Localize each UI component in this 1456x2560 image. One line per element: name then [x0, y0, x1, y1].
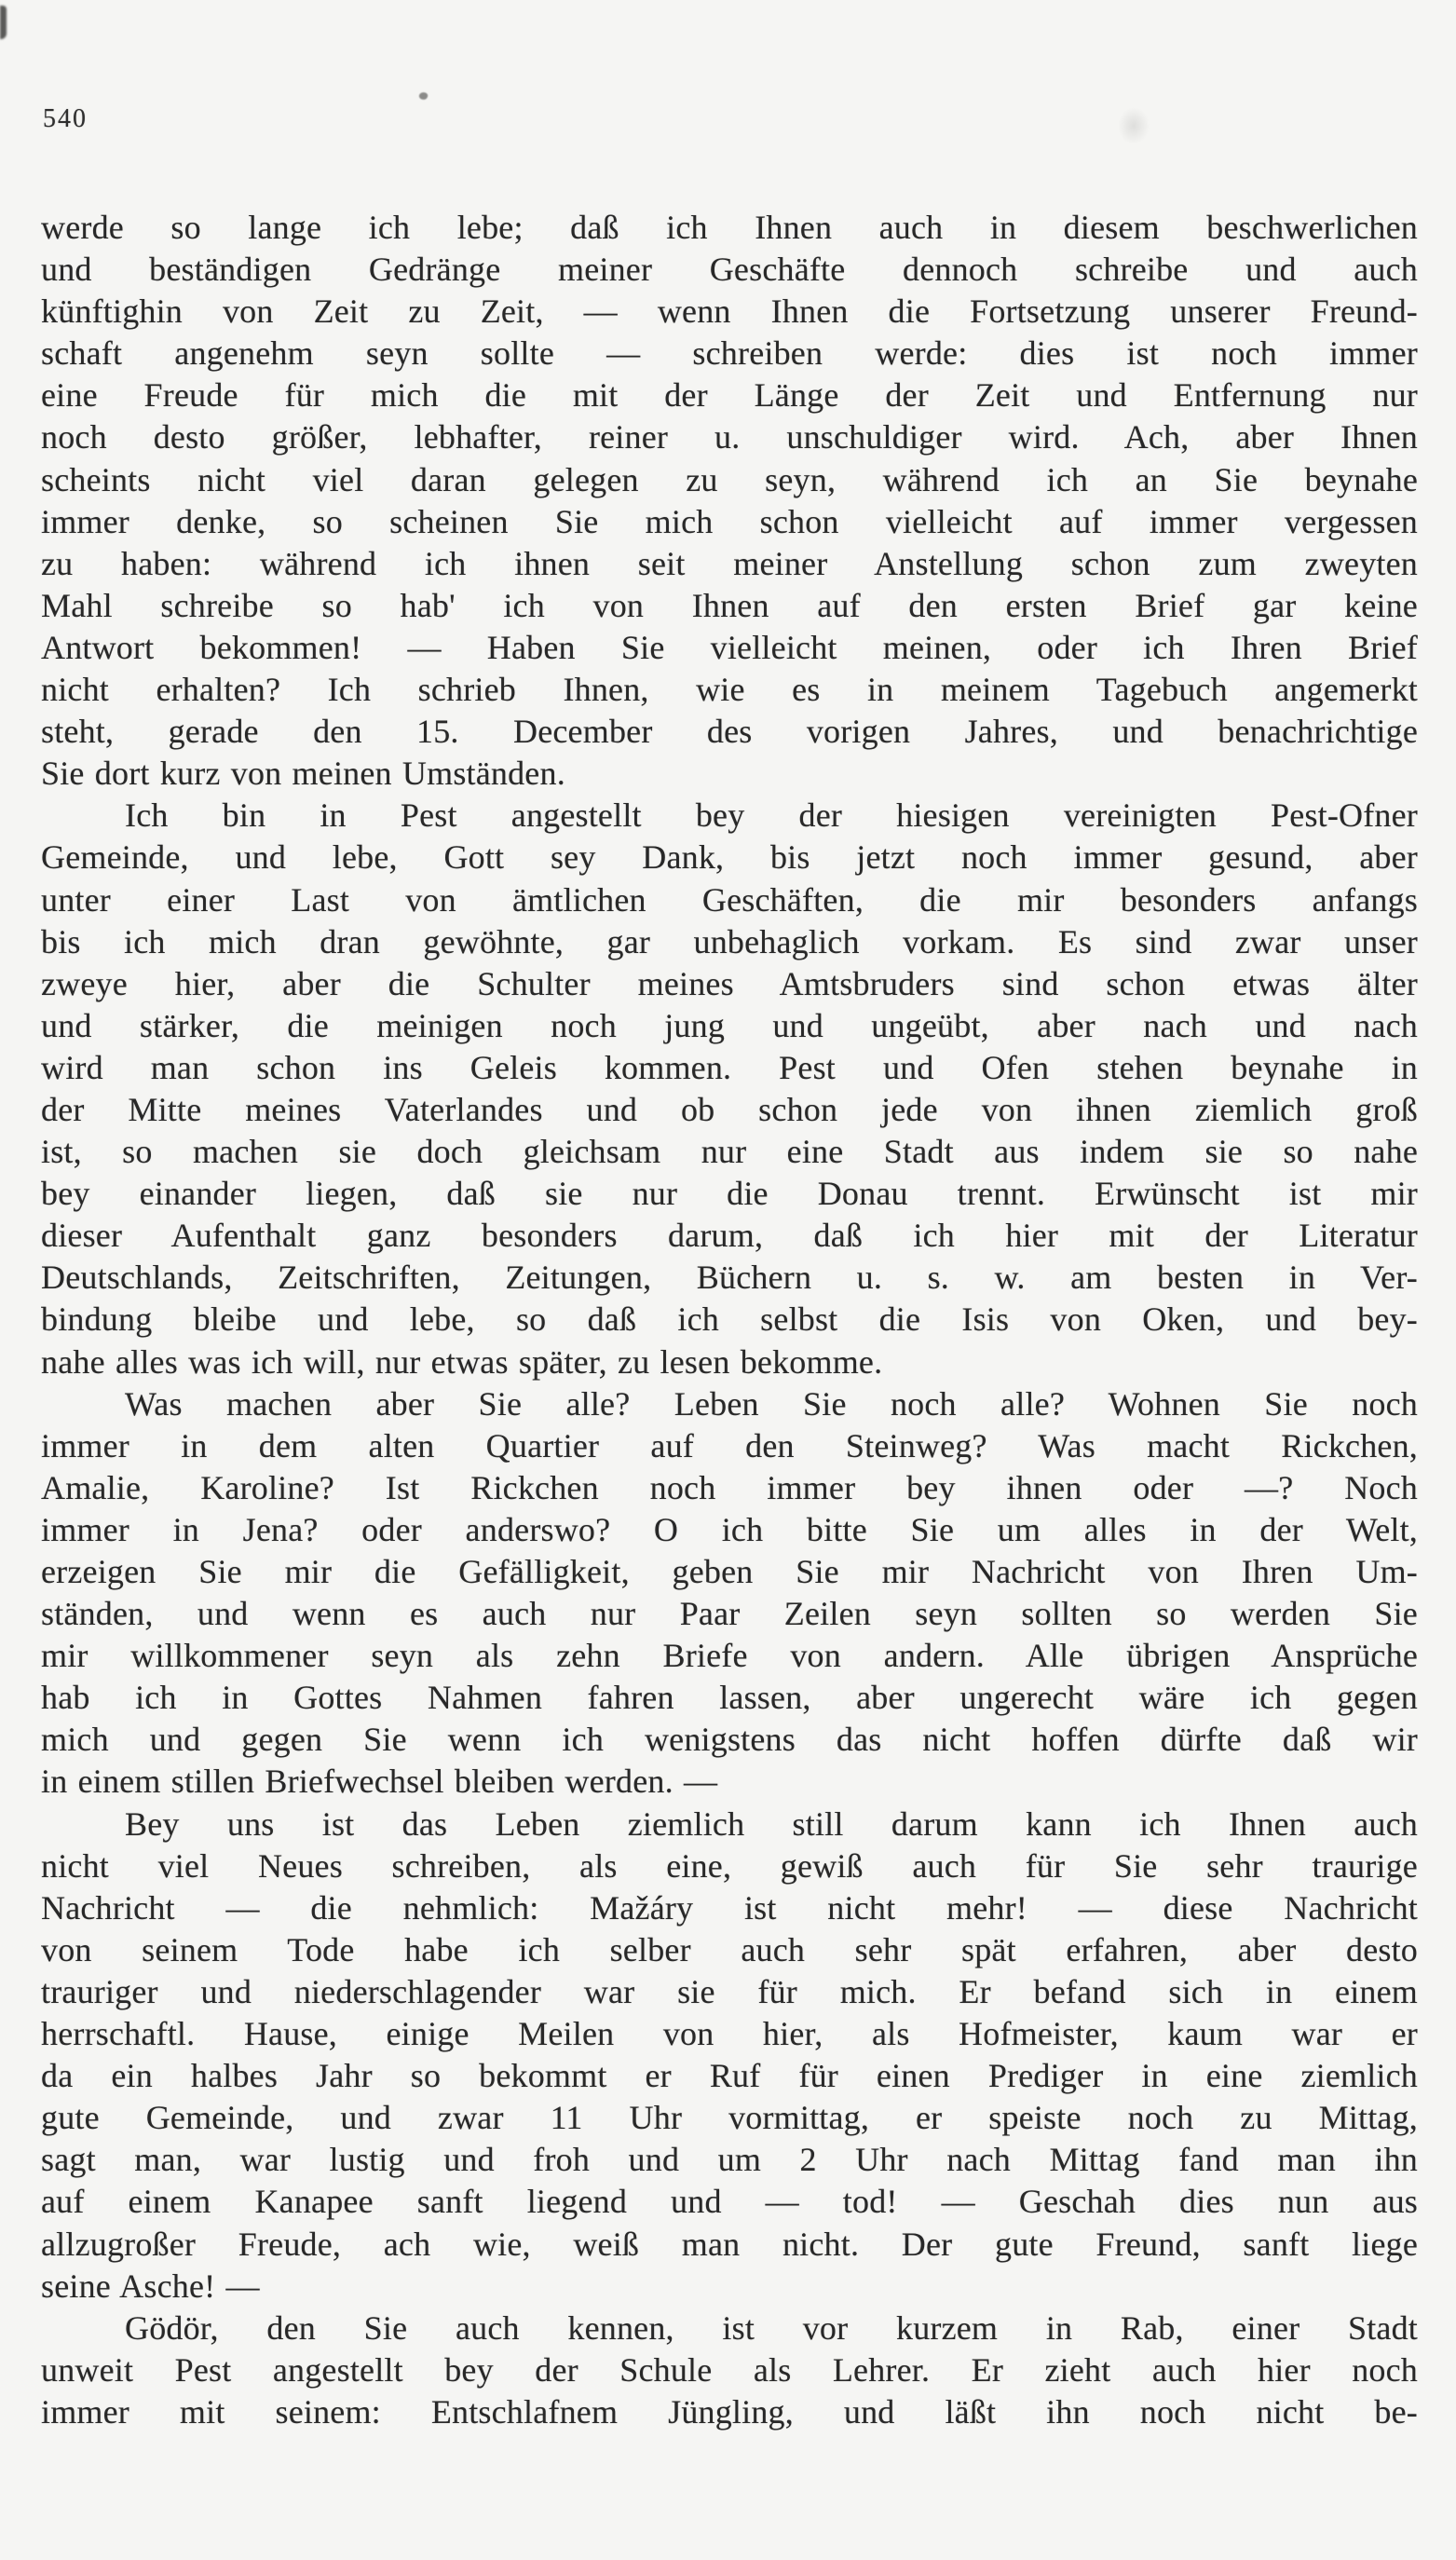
- text-line: immer in Jena? oder anderswo? O ich bitte Sie um alles in der Welt,: [41, 1510, 1418, 1548]
- text-line: bis ich mich dran gewöhnte, gar unbehaglich vorkam. Es sind zwar unser: [41, 922, 1418, 960]
- text-line: Bey uns ist das Leben ziemlich still darum kann ich Ihnen auch: [125, 1804, 1418, 1843]
- text-line: bindung bleibe und lebe, so daß ich selbst die Isis von Oken, und bey-: [41, 1300, 1418, 1339]
- text-line: seine Asche! —: [41, 2267, 260, 2305]
- text-line: mich und gegen Sie wenn ich wenigstens das nicht hoffen dürfte daß wir: [41, 1721, 1418, 1759]
- page-number: 540: [43, 104, 88, 133]
- text-line: von seinem Tode habe ich selber auch sehr spät erfahren, aber desto: [41, 1930, 1418, 1968]
- text-line: Gemeinde, und lebe, Gott sey Dank, bis jetzt noch immer gesund, aber: [41, 838, 1418, 877]
- text-line: bey einander liegen, daß sie nur die Donau trennt. Erwünscht ist mir: [41, 1175, 1418, 1213]
- text-line: dieser Aufenthalt ganz besonders darum, daß ich hier mit der Literatur: [41, 1217, 1418, 1255]
- scan-corner-artifact: [0, 6, 7, 39]
- scan-smudge: [1118, 107, 1150, 144]
- text-line: allzugroßer Freude, ach wie, weiß man nicht. Der gute Freund, sanft liege: [41, 2225, 1418, 2263]
- text-line: immer in dem alten Quartier auf den Steinweg? Was macht Rickchen,: [41, 1426, 1418, 1464]
- text-line: Amalie, Karoline? Ist Rickchen noch immer bey ihnen oder —? Noch: [41, 1468, 1418, 1506]
- text-line: Sie dort kurz von meinen Umständen.: [41, 755, 565, 793]
- ink-speck: [418, 91, 429, 102]
- text-line: Mahl schreibe so hab' ich von Ihnen auf den ersten Brief gar keine: [41, 586, 1418, 624]
- text-line: eine Freude für mich die mit der Länge der Zeit und Entfernung nur: [41, 376, 1418, 415]
- text-line: erzeigen Sie mir die Gefälligkeit, geben Sie mir Nachricht von Ihren Um-: [41, 1553, 1418, 1590]
- text-line: wird man schon ins Geleis kommen. Pest und Ofen stehen beynahe in: [41, 1048, 1418, 1086]
- text-line: Gödör, den Sie auch kennen, ist vor kurzem in Rab, einer Stadt: [125, 2308, 1418, 2347]
- text-line: nicht viel Neues schreiben, als eine, gewiß auch für Sie sehr traurige: [41, 1846, 1418, 1885]
- text-line: zu haben: während ich ihnen seit meiner Anstellung schon zum zweyten: [41, 544, 1418, 582]
- text-line: Nachricht — die nehmlich: Mažáry ist nicht mehr! — diese Nachricht: [41, 1888, 1418, 1927]
- text-line: nahe alles was ich will, nur etwas später, zu lesen bekomme.: [41, 1342, 883, 1381]
- text-line: unweit Pest angestellt bey der Schule als Lehrer. Er zieht auch hier noch: [41, 2350, 1418, 2389]
- text-line: Ich bin in Pest angestellt bey der hiesigen vereinigten Pest-Ofner: [125, 797, 1418, 835]
- text-line: nicht erhalten? Ich schrieb Ihnen, wie es in meinem Tagebuch angemerkt: [41, 671, 1418, 709]
- text-line: sagt man, war lustig und froh und um 2 Uhr nach Mittag fand man ihn: [41, 2141, 1418, 2179]
- text-line: der Mitte meines Vaterlandes und ob schon jede von ihnen ziemlich groß: [41, 1090, 1418, 1128]
- text-line: in einem stillen Briefwechsel bleiben werden. —: [41, 1763, 718, 1801]
- text-line: zweye hier, aber die Schulter meines Amtsbruders sind schon etwas älter: [41, 964, 1418, 1002]
- text-line: Deutschlands, Zeitschriften, Zeitungen, Büchern u. s. w. am besten in Ver-: [41, 1259, 1418, 1297]
- text-line: schaft angenehm seyn sollte — schreiben werde: dies ist noch immer: [41, 334, 1418, 373]
- text-line: Antwort bekommen! — Haben Sie vielleicht meinen, oder ich Ihren Brief: [41, 628, 1418, 666]
- text-line: steht, gerade den 15. December des vorigen Jahres, und benachrichtige: [41, 713, 1418, 751]
- paragraph: [41, 795, 1418, 1382]
- text-line: da ein halbes Jahr so bekommt er Ruf für einen Prediger in eine ziemlich: [41, 2057, 1418, 2095]
- text-line: auf einem Kanapee sanft liegend und — tod! — Geschah dies nun aus: [41, 2183, 1418, 2221]
- text-line: scheints nicht viel daran gelegen zu seyn, während ich an Sie beynahe: [41, 460, 1418, 498]
- text-line: Was machen aber Sie alle? Leben Sie noch alle? Wohnen Sie noch: [125, 1384, 1418, 1423]
- text-line: noch desto größer, lebhafter, reiner u. unschuldiger wird. Ach, aber Ihnen: [41, 418, 1418, 456]
- text-line: ist, so machen sie doch gleichsam nur eine Stadt aus indem sie so nahe: [41, 1133, 1418, 1171]
- text-line: unter einer Last von ämtlichen Geschäften, die mir besonders anfangs: [41, 880, 1418, 919]
- text-line: herrschaftl. Hause, einige Meilen von hier, als Hofmeister, kaum war er: [41, 2015, 1418, 2053]
- text-line: ständen, und wenn es auch nur Paar Zeilen seyn sollten so werden Sie: [41, 1595, 1418, 1633]
- text-line: gute Gemeinde, und zwar 11 Uhr vormittag, er speiste noch zu Mittag,: [41, 2099, 1418, 2137]
- text-line: und stärker, die meinigen noch jung und ungeübt, aber nach und nach: [41, 1006, 1418, 1044]
- text-line: mir willkommener seyn als zehn Briefe von andern. Alle übrigen Ansprüche: [41, 1637, 1418, 1675]
- text-line: und beständigen Gedränge meiner Geschäfte dennoch schreibe und auch: [41, 251, 1418, 289]
- paragraph: [41, 1804, 1418, 2308]
- text-line: trauriger und niederschlagender war sie für mich. Er befand sich in einem: [41, 1972, 1418, 2010]
- text-line: werde so lange ich lebe; daß ich Ihnen auch in diesem beschwerlichen: [41, 209, 1418, 246]
- paragraph: [41, 2308, 1418, 2433]
- text-line: künftighin von Zeit zu Zeit, — wenn Ihnen die Fortsetzung unserer Freund-: [41, 293, 1418, 331]
- text-line: immer denke, so scheinen Sie mich schon vielleicht auf immer vergessen: [41, 502, 1418, 540]
- text-line: immer mit seinem: Entschlafnem Jüngling, und läßt ihn noch nicht be-: [41, 2392, 1418, 2431]
- text-line: hab ich in Gottes Nahmen fahren lassen, aber ungerecht wäre ich gegen: [41, 1679, 1418, 1717]
- paragraph: [41, 1383, 1418, 1804]
- letter-text-block: [41, 207, 1418, 2433]
- paragraph: [41, 207, 1418, 795]
